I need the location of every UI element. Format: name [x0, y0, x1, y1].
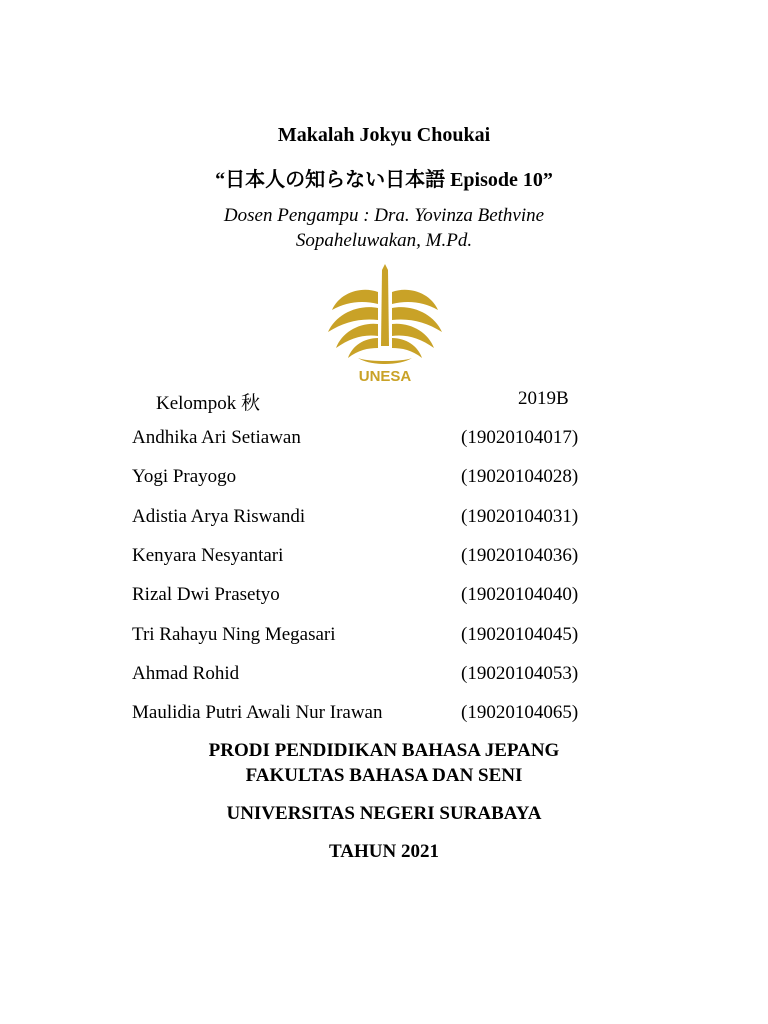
member-nim: (19020104053): [461, 663, 579, 684]
logo-text: UNESA: [358, 368, 412, 385]
member-nim: (19020104040): [461, 584, 579, 605]
member-nim: (19020104028): [461, 466, 579, 487]
member-row: [0, 506, 768, 536]
logo-monument: [381, 264, 389, 346]
member-row: [0, 466, 768, 496]
member-row: [0, 545, 768, 575]
lecturer-info: [0, 203, 768, 253]
logo-feather-right-1: [392, 290, 438, 310]
member-name: Maulidia Putri Awali Nur Irawan: [132, 702, 383, 723]
member-row: [0, 624, 768, 654]
logo-feather-left-4: [348, 338, 378, 358]
member-nim: (19020104017): [461, 427, 579, 448]
group-class: 2019B: [518, 388, 569, 409]
member-nim: (19020104045): [461, 624, 579, 645]
member-row: [0, 702, 768, 732]
logo-base: [358, 358, 412, 364]
member-name: Yogi Prayogo: [132, 466, 237, 487]
member-name: Rizal Dwi Prasetyo: [132, 584, 280, 605]
year: TAHUN 2021: [329, 841, 439, 862]
member-row: [0, 427, 768, 457]
logo-feather-left-1: [332, 290, 378, 310]
member-row: [0, 584, 768, 614]
member-name: Tri Rahayu Ning Megasari: [132, 624, 336, 645]
logo-feather-right-4: [392, 338, 422, 358]
member-row: [0, 663, 768, 693]
member-nim: (19020104031): [461, 506, 579, 527]
document-subtitle: “日本人の知らない日本語 Episode 10”: [215, 169, 553, 191]
lecturer-line-1: Dosen Pengampu : Dra. Yovinza Bethvine: [223, 205, 545, 226]
university: UNIVERSITAS NEGERI SURABAYA: [226, 803, 542, 824]
member-nim: (19020104036): [461, 545, 579, 566]
document-title: Makalah Jokyu Choukai: [277, 124, 491, 146]
member-name: Adistia Arya Riswandi: [132, 506, 306, 527]
unesa-logo: [322, 262, 448, 386]
member-nim: (19020104065): [461, 702, 579, 723]
member-name: Andhika Ari Setiawan: [132, 427, 301, 448]
member-name: Kenyara Nesyantari: [132, 545, 284, 566]
group-label: Kelompok 秋: [156, 393, 260, 414]
faculty: FAKULTAS BAHASA DAN SENI: [245, 765, 523, 786]
study-program: PRODI PENDIDIKAN BAHASA JEPANG: [208, 740, 560, 761]
lecturer-line-2: Sopaheluwakan, M.Pd.: [295, 230, 473, 251]
member-name: Ahmad Rohid: [132, 663, 240, 684]
